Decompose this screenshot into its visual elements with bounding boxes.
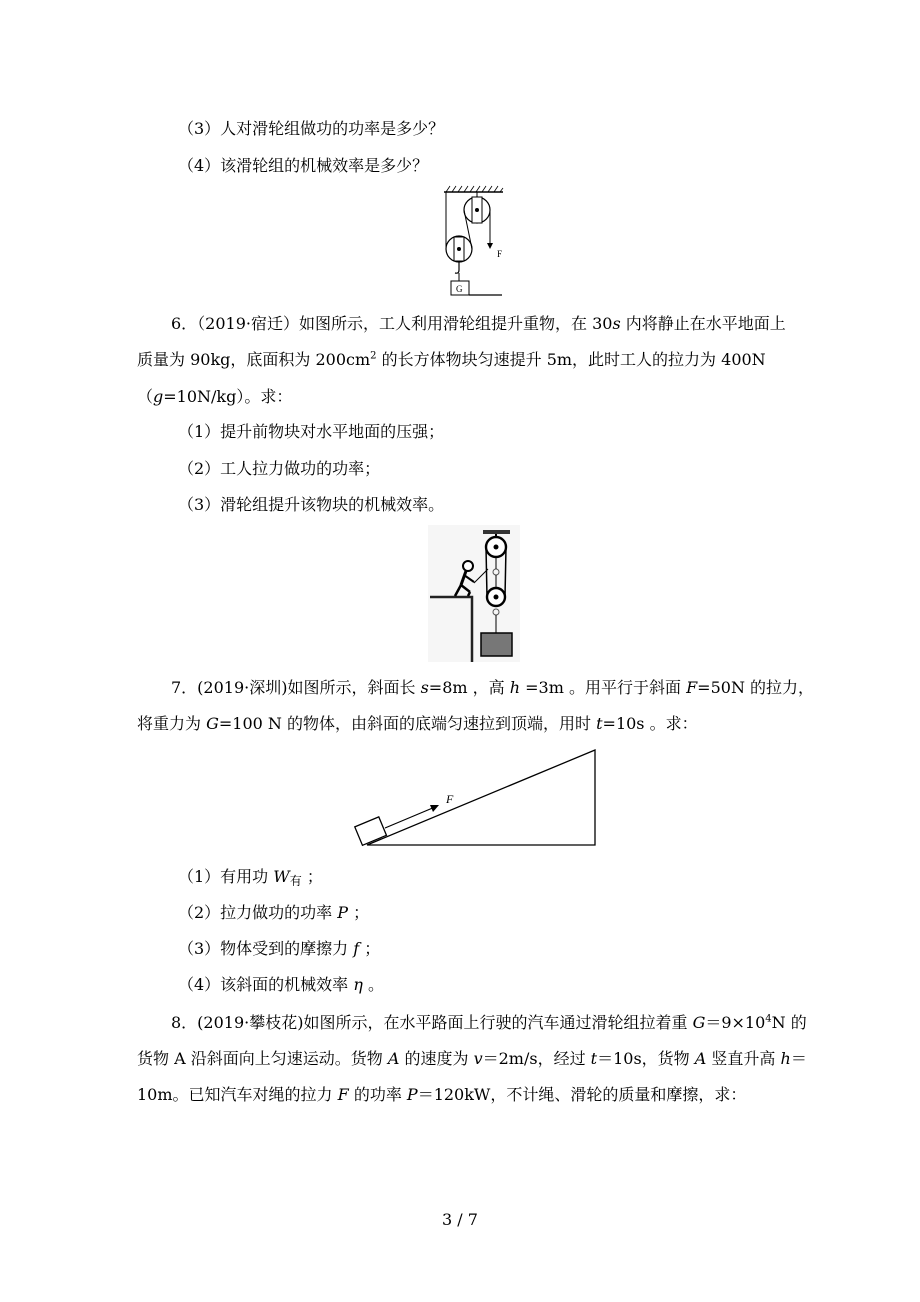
q7-line1: 7．(2019·深圳)如图所示，斜面长 s=8m ，高 h =3m 。用平行于斜面 F=50N 的拉力，	[171, 678, 815, 697]
q6-line1: 6．（2019·宿迁）如图所示，工人利用滑轮组提升重物，在 30s 内将静止在水平地面上	[171, 314, 786, 333]
q6-worker-pulley-figure	[428, 525, 520, 662]
q7-fig-label-f: F	[446, 792, 454, 806]
q5-fig-label-g: G	[456, 284, 463, 294]
q6-line2: 质量为 90kg，底面积为 $200cm^2$ 的长方体物块匀速提升 5m，此时工人的拉力为 400N	[137, 350, 766, 369]
q8-line1: 8．(2019·攀枝花)如图所示，在水平路面上行驶的汽车通过滑轮组拉着重 $G=9\times 10^4N$ 的	[171, 1013, 807, 1032]
q7-incline-figure	[350, 745, 600, 850]
q8-line3: 10m。已知汽车对绳的拉力 F 的功率 P＝120kW，不计绳、滑轮的质量和摩擦，求：	[137, 1085, 747, 1104]
q6-line3: （g=10N/kg）。求：	[137, 387, 293, 406]
q5-part4: （4）该滑轮组的机械效率是多少？	[178, 156, 429, 175]
q5-fig-label-f: F	[497, 249, 503, 259]
q7-part1: （1）有用功 $W_有$ ；	[178, 867, 323, 888]
q7-part4: （4）该斜面的机械效率 η 。	[178, 975, 384, 994]
q6-part3: （3）滑轮组提升该物块的机械效率。	[178, 495, 445, 514]
q6-part2: （2）工人拉力做功的功率；	[178, 459, 381, 478]
q6-part1: （1）提升前物块对水平地面的压强；	[178, 422, 445, 441]
q5-part3: （3）人对滑轮组做功的功率是多少？	[178, 119, 445, 138]
q5-pulley-figure	[430, 185, 505, 300]
q7-part3: （3）物体受到的摩擦力 f ；	[178, 939, 381, 958]
q8-line2: 货物 A 沿斜面向上匀速运动。货物 A 的速度为 v＝2m/s，经过 t＝10s，货物 A 竖直升高 h＝	[137, 1049, 807, 1068]
q7-part2: （2）拉力做功的功率 P ；	[178, 903, 370, 922]
q7-line2: 将重力为 G=100 N 的物体，由斜面的底端匀速拉到顶端，用时 t=10s 。求：	[137, 714, 698, 733]
page-number: 3 / 7	[442, 1210, 478, 1229]
